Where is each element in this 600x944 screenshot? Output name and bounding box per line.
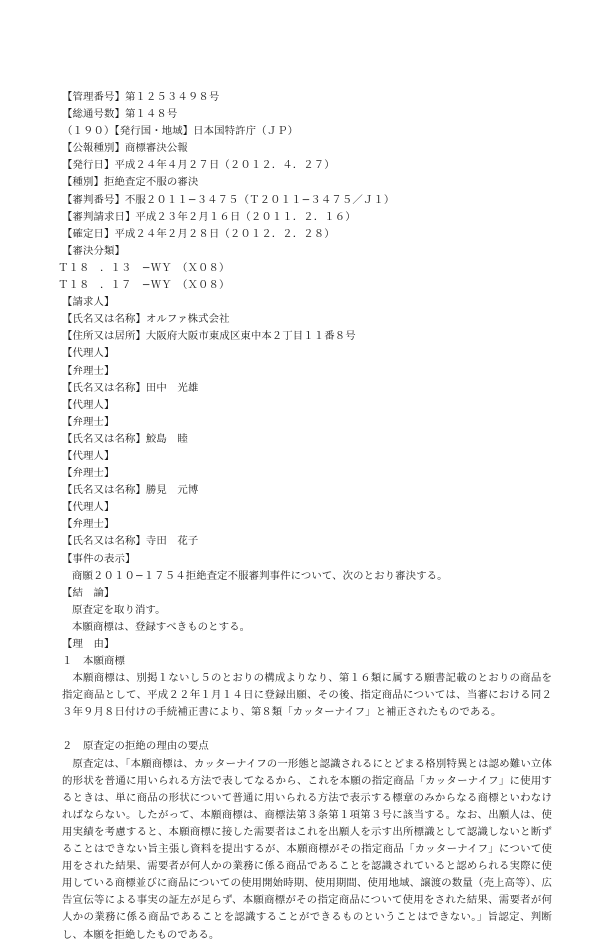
appeal-number: 【審判番号】不服２０１１−３４７５（Ｔ２０１１−３４７５／Ｊ１） bbox=[62, 193, 395, 206]
agent-label: 【代理人】 bbox=[62, 501, 115, 514]
section-heading: ２ 原査定の拒絶の理由の要点 bbox=[62, 740, 209, 753]
management-number: 【管理番号】第１２５３４９８号 bbox=[62, 91, 220, 103]
claimant-label: 【請求人】 bbox=[62, 296, 115, 309]
issuing-country: （１９０）【発行国・地域】日本国特許庁（ＪＰ） bbox=[62, 125, 299, 138]
agent-name: 【氏名又は名称】寺田 花子 bbox=[62, 535, 199, 548]
issue-date: 【発行日】平成２４年４月２７日（２０１２．４．２７） bbox=[62, 159, 335, 172]
publication-type: 【公報種別】商標審決公報 bbox=[62, 142, 188, 155]
section-body: 本願商標は、別掲１ないし５のとおりの構成よりなり、第１６類に属する願書記載のとおりの商品を指定商品として、平成２２年１月１４日に登録出願、その後、指定商品については、当審における同２３年９月８日付けの手続補正書により、第８類「カッターナイフ」と補正されたものである。 bbox=[62, 672, 552, 719]
classification-2: Ｔ１８ ．１７ −ＷＹ （Ｘ０８） bbox=[58, 279, 230, 292]
classification-1: Ｔ１８ ．１３ −ＷＹ （Ｘ０８） bbox=[58, 261, 230, 274]
agent-name: 【氏名又は名称】勝見 元博 bbox=[62, 484, 199, 497]
section-body: 原査定は、「本願商標は、カッターナイフの一形態と認識されるにとどまる格別特異とは認め難い立体的形状を普通に用いられる方法で表してなるから、これを本願の指定商品「カッターナイフ」に使用するときは、単に商品の形状について普通に用いられる方法で表示する標章のみからなる商標といわなければならない。したがって、本願商標は、商標法第３条第１項第３号に該当する。なお、出願人は、使用実績を考慮すると、本願商標に接した需要者はこれを出願人を示す出所標識として認識しないと断ずることはできない旨主張し資料を提出するが、本願商標がその指定商品「カッターナイフ」について使用をされた結果、需要者が何人かの業務に係る商品であることを認識されていると認められる実際に使用している商標並びに商品についての使用開始時期、使用期間、使用地域、譲渡の数量（売上高等）、広告宣伝等による事実の証左が足らず、本願商標がその指定商品について使用をされた結果、需要者が何人かの業務に係る商品であることを認識することができるものということはできない。」旨認定、判断し、本願を拒絶したものである。 bbox=[62, 757, 552, 941]
final-date: 【確定日】平成２４年２月２８日（２０１２．２．２８） bbox=[62, 227, 335, 240]
category: 【種別】拒絶査定不服の審決 bbox=[62, 176, 199, 189]
case-label: 【事件の表示】 bbox=[62, 552, 136, 565]
agent-role: 【弁理士】 bbox=[62, 467, 115, 480]
classification-label: 【審決分類】 bbox=[62, 244, 125, 257]
conclusion-label: 【結 論】 bbox=[62, 586, 115, 599]
agent-role: 【弁理士】 bbox=[62, 518, 115, 531]
agent-label: 【代理人】 bbox=[62, 347, 115, 360]
agent-role: 【弁理士】 bbox=[62, 415, 115, 428]
agent-label: 【代理人】 bbox=[62, 449, 115, 462]
request-date: 【審判請求日】平成２３年２月１６日（２０１１．２．１６） bbox=[62, 210, 356, 223]
conclusion-line-1: 原査定を取り消す。 bbox=[72, 603, 166, 616]
agent-name: 【氏名又は名称】鮫島 睦 bbox=[62, 432, 188, 445]
conclusion-line-2: 本願商標は、登録すべきものとする。 bbox=[72, 620, 251, 633]
case-text: 商願２０１０−１７５４拒絶査定不服審判事件について、次のとおり審決する。 bbox=[72, 569, 448, 582]
spacer bbox=[62, 721, 552, 738]
total-issue-number: 【総通号数】第１４８号 bbox=[62, 108, 178, 121]
claimant-name: 【氏名又は名称】オルファ株式会社 bbox=[62, 313, 230, 326]
reason-label: 【理 由】 bbox=[62, 638, 115, 650]
agent-role: 【弁理士】 bbox=[62, 364, 115, 377]
agent-label: 【代理人】 bbox=[62, 398, 115, 411]
claimant-address: 【住所又は居所】大阪府大阪市東成区東中本２丁目１１番８号 bbox=[62, 330, 356, 343]
document-page bbox=[58, 89, 552, 944]
section-heading: １ 本願商標 bbox=[62, 655, 125, 668]
agent-name: 【氏名又は名称】田中 光雄 bbox=[62, 381, 199, 394]
